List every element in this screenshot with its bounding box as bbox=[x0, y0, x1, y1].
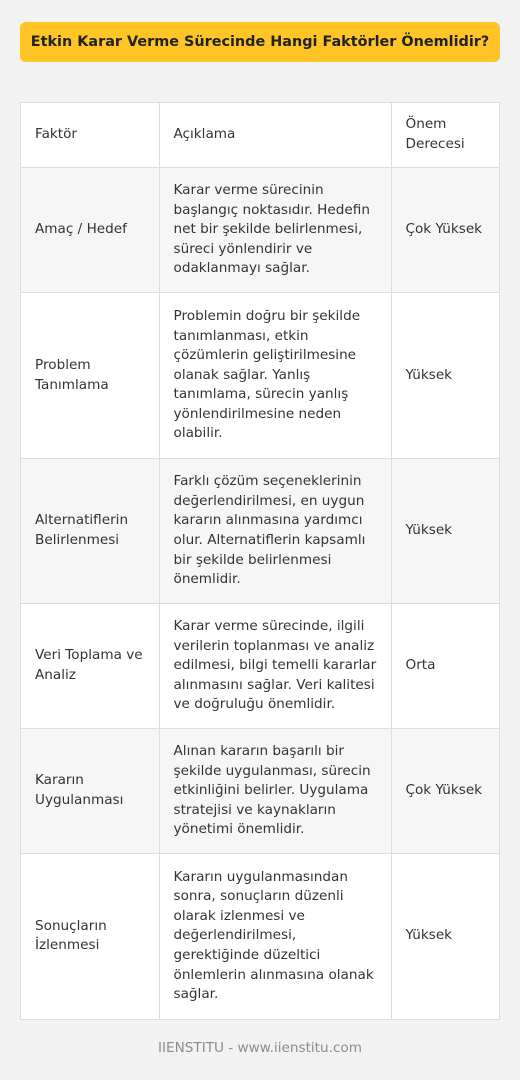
cell-factor: Veri Toplama ve Analiz bbox=[21, 604, 159, 729]
header-importance: Önem Derecesi bbox=[391, 103, 499, 168]
cell-importance: Yüksek bbox=[391, 293, 499, 459]
cell-description: Karar verme sürecinde, ilgili verilerin toplanması ve analiz edilmesi, bilgi temelli kararlar alınmasını sağlar. Veri kalitesi ve doğruluğu önemlidir. bbox=[159, 604, 391, 729]
factors-table bbox=[20, 102, 500, 1020]
factors-table-grid bbox=[21, 103, 499, 1019]
cell-description: Alınan kararın başarılı bir şekilde uygulanması, sürecin etkinliğini belirler. Uygulama stratejisi ve kaynakların yönetimi önemlidir. bbox=[159, 729, 391, 854]
cell-description: Karar verme sürecinin başlangıç noktasıdır. Hedefin net bir şekilde belirlenmesi, süreci yönlendirir ve odaklanmayı sağlar. bbox=[159, 168, 391, 293]
cell-importance: Orta bbox=[391, 604, 499, 729]
cell-factor: Sonuçların İzlenmesi bbox=[21, 854, 159, 1019]
table-row bbox=[21, 293, 499, 459]
cell-factor: Amaç / Hedef bbox=[21, 168, 159, 293]
cell-description: Problemin doğru bir şekilde tanımlanması, etkin çözümlerin geliştirilmesine olanak sağlar. Yanlış tanımlama, sürecin yanlış yönlendirilmesine neden olabilir. bbox=[159, 293, 391, 459]
cell-description: Farklı çözüm seçeneklerinin değerlendirilmesi, en uygun kararın alınmasına yardımcı olur. Alternatiflerin kapsamlı bir şekilde belirlenmesi önemlidir. bbox=[159, 459, 391, 604]
cell-factor: Problem Tanımlama bbox=[21, 293, 159, 459]
table-row bbox=[21, 168, 499, 293]
table-header-row bbox=[21, 103, 499, 168]
header-description: Açıklama bbox=[159, 103, 391, 168]
table-row bbox=[21, 729, 499, 854]
page-title: Etkin Karar Verme Sürecinde Hangi Faktörler Önemlidir? bbox=[20, 22, 500, 62]
table-row bbox=[21, 459, 499, 604]
cell-factor: Alternatiflerin Belirlenmesi bbox=[21, 459, 159, 604]
table-row bbox=[21, 854, 499, 1019]
table-row bbox=[21, 604, 499, 729]
cell-description: Kararın uygulanmasından sonra, sonuçların düzenli olarak izlenmesi ve değerlendirilmesi, gerektiğinde düzeltici önlemlerin alınmasına olanak sağlar. bbox=[159, 854, 391, 1019]
cell-importance: Çok Yüksek bbox=[391, 168, 499, 293]
cell-importance: Çok Yüksek bbox=[391, 729, 499, 854]
cell-importance: Yüksek bbox=[391, 854, 499, 1019]
header-factor: Faktör bbox=[21, 103, 159, 168]
cell-factor: Kararın Uygulanması bbox=[21, 729, 159, 854]
footer-credit: IIENSTITU - www.iienstitu.com bbox=[158, 1040, 362, 1056]
cell-importance: Yüksek bbox=[391, 459, 499, 604]
